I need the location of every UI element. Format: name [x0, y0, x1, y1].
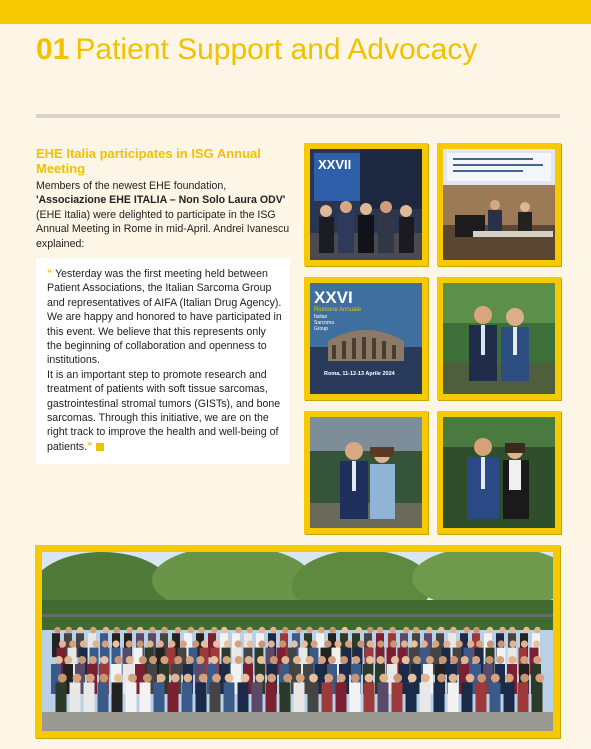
crowd-head: [352, 656, 360, 664]
crowd-head: [377, 656, 385, 664]
crowd-head: [403, 627, 409, 633]
crowd-head: [58, 674, 67, 683]
crowd-body: [280, 682, 291, 715]
crowd-head: [520, 656, 528, 664]
crowd-head: [291, 640, 298, 647]
crowd-head: [171, 674, 180, 683]
crowd-head: [340, 656, 348, 664]
crowd-head: [139, 656, 147, 664]
quote-open-mark: “: [47, 268, 53, 280]
crowd-head: [224, 640, 231, 647]
crowd-head: [342, 627, 348, 633]
intro-text-2: (EHE Italia) were delighted to participate in the ISG Annual Meeting in Rome in mid-April. Andrei Ivanescu explained:: [36, 208, 290, 250]
section-number: 01: [36, 33, 70, 66]
crowd-head: [413, 656, 421, 664]
crowd-body: [168, 682, 179, 715]
crowd-head: [180, 640, 187, 647]
crowd-head: [413, 627, 419, 633]
crowd-head: [92, 640, 99, 647]
crowd-head: [450, 656, 458, 664]
crowd-head: [367, 627, 373, 633]
crowd-body: [224, 682, 235, 715]
crowd-head: [311, 640, 318, 647]
crowd-head: [421, 674, 430, 683]
crowd-head: [235, 627, 241, 633]
crowd-head: [192, 640, 199, 647]
crowd-body: [252, 682, 263, 715]
crowd-head: [466, 674, 475, 683]
crowd-head: [146, 640, 153, 647]
crowd-head: [533, 656, 541, 664]
crowd-head: [330, 627, 336, 633]
crowd-head: [296, 674, 305, 683]
crowd-head: [318, 656, 326, 664]
crowd-head: [467, 640, 474, 647]
poster-line-2: Italian: [314, 314, 328, 320]
crowd-head: [103, 627, 109, 633]
crowd-head: [508, 656, 516, 664]
crowd-head: [520, 674, 529, 683]
crowd-body: [532, 682, 543, 715]
crowd-body: [266, 682, 277, 715]
crowd-head: [270, 656, 278, 664]
crowd-head: [456, 640, 463, 647]
crowd-head: [391, 656, 399, 664]
crowd-head: [377, 640, 384, 647]
article-column: [36, 146, 292, 251]
crowd-head: [473, 627, 479, 633]
crowd-head: [521, 640, 528, 647]
crowd-head: [196, 656, 204, 664]
crowd-head: [114, 627, 120, 633]
crowd-head: [241, 674, 250, 683]
quote-box: [36, 258, 290, 464]
crowd-head: [54, 627, 60, 633]
crowd-head: [270, 627, 276, 633]
crowd-head: [328, 656, 336, 664]
crowd-body: [364, 682, 375, 715]
crowd-head: [223, 656, 231, 664]
crowd-head: [257, 656, 265, 664]
crowd-head: [114, 674, 123, 683]
crowd-head: [186, 656, 194, 664]
crowd-head: [443, 640, 450, 647]
crowd-head: [306, 656, 314, 664]
crowd-body: [56, 682, 67, 715]
crowd-body: [70, 682, 81, 715]
crowd-head: [365, 674, 374, 683]
crowd-body: [448, 682, 459, 715]
crowd-head: [421, 640, 428, 647]
crowd-head: [66, 627, 72, 633]
crowd-body: [84, 682, 95, 715]
photo-panel-discussion: [437, 143, 561, 266]
crowd-head: [408, 674, 417, 683]
crowd-body: [294, 682, 305, 715]
crowd-body: [238, 682, 249, 715]
crowd-head: [487, 627, 493, 633]
crowd-head: [401, 640, 408, 647]
intro-org-name: 'Associazione EHE ITALIA – Non Solo Laura ODV': [36, 194, 286, 207]
photo-annual-meeting-group: [35, 545, 560, 738]
photo-panel-discussion-image: [443, 149, 555, 260]
photo-meeting-poster-image: [310, 283, 422, 394]
crowd-head: [157, 674, 166, 683]
crowd-head: [183, 674, 192, 683]
photo-man-and-woman: [304, 411, 428, 534]
crowd-head: [188, 627, 194, 633]
crowd-body: [406, 682, 417, 715]
crowd-head: [437, 674, 446, 683]
crowd-head: [282, 627, 288, 633]
crowd-head: [268, 640, 275, 647]
photo-two-men: [437, 277, 561, 400]
crowd-head: [168, 640, 175, 647]
crowd-head: [463, 627, 469, 633]
crowd-body: [462, 682, 473, 715]
photo-man-and-woman-sunlight-image: [443, 417, 555, 528]
crowd-head: [212, 674, 221, 683]
crowd-head: [449, 674, 458, 683]
quote-close-mark: ”: [87, 440, 93, 453]
crowd-body: [308, 682, 319, 715]
section-title-text: Patient Support and Advocacy: [75, 33, 478, 66]
crowd-body: [378, 682, 389, 715]
crowd-head: [301, 640, 308, 647]
crowd-head: [247, 627, 253, 633]
crowd-head: [491, 674, 500, 683]
crowd-head: [160, 656, 168, 664]
crowd-body: [154, 682, 165, 715]
crowd-head: [293, 656, 301, 664]
crowd-head: [259, 627, 265, 633]
crowd-body: [210, 682, 221, 715]
crowd-head: [86, 674, 95, 683]
crowd-head: [426, 627, 432, 633]
crowd-head: [210, 656, 218, 664]
crowd-head: [175, 627, 181, 633]
photo-man-and-woman-sunlight: [437, 411, 561, 534]
crowd-head: [255, 674, 264, 683]
photo-group-at-screen: [304, 143, 428, 266]
crowd-head: [279, 640, 286, 647]
section-divider: [36, 114, 560, 118]
crowd-body: [126, 682, 137, 715]
crowd-body: [476, 682, 487, 715]
crowd-head: [64, 656, 72, 664]
photo-annual-meeting-group-image: [42, 552, 553, 731]
crowd-head: [366, 656, 374, 664]
photo-meeting-poster: [304, 277, 428, 400]
crowd-head: [55, 656, 63, 664]
crowd-head: [112, 640, 119, 647]
crowd-body: [182, 682, 193, 715]
crowd-head: [523, 627, 529, 633]
crowd-head: [211, 627, 217, 633]
crowd-head: [509, 627, 515, 633]
crowd-head: [126, 627, 132, 633]
crowd-head: [351, 674, 360, 683]
crowd-head: [149, 627, 155, 633]
crowd-head: [309, 674, 318, 683]
crowd-head: [379, 674, 388, 683]
crowd-head: [472, 656, 480, 664]
crowd-head: [199, 674, 208, 683]
crowd-head: [281, 656, 289, 664]
crowd-head: [69, 640, 76, 647]
intro-text-1: Members of the newest EHE foundation,: [36, 180, 227, 192]
poster-roman: XXVI: [314, 288, 353, 307]
crowd-head: [149, 656, 157, 664]
crowd-head: [450, 627, 456, 633]
end-square-icon: [96, 443, 104, 451]
crowd-head: [337, 674, 346, 683]
crowd-head: [393, 674, 402, 683]
crowd-head: [126, 656, 134, 664]
crowd-head: [100, 656, 108, 664]
crowd-head: [497, 640, 504, 647]
crowd-head: [324, 674, 333, 683]
crowd-body: [140, 682, 151, 715]
crowd-head: [213, 640, 220, 647]
crowd-body: [420, 682, 431, 715]
crowd-head: [533, 640, 540, 647]
crowd-head: [235, 656, 243, 664]
crowd-body: [98, 682, 109, 715]
crowd-head: [306, 627, 312, 633]
crowd-head: [432, 640, 439, 647]
crowd-body: [518, 682, 529, 715]
screen-roman-numeral: XXVII: [318, 157, 352, 172]
crowd-head: [487, 640, 494, 647]
crowd-head: [461, 656, 469, 664]
crowd-head: [389, 627, 395, 633]
crowd-body: [112, 682, 123, 715]
crowd-head: [161, 627, 167, 633]
crowd-head: [102, 640, 109, 647]
crowd-head: [345, 640, 352, 647]
crowd-head: [477, 674, 486, 683]
crowd-head: [247, 640, 254, 647]
photo-two-men-image: [443, 283, 555, 394]
article-intro: [36, 179, 292, 251]
crowd-head: [283, 674, 292, 683]
crowd-head: [221, 627, 227, 633]
poster-date: Roma, 11-12-13 Aprile 2024: [324, 371, 395, 377]
crowd-head: [80, 640, 87, 647]
crowd-head: [426, 656, 434, 664]
crowd-head: [509, 640, 516, 647]
crowd-head: [59, 640, 66, 647]
crowd-body: [504, 682, 515, 715]
crowd-head: [126, 640, 133, 647]
crowd-head: [258, 640, 265, 647]
crowd-head: [357, 640, 364, 647]
crowd-head: [78, 656, 86, 664]
crowd-head: [356, 627, 362, 633]
crowd-head: [114, 656, 122, 664]
crowd-head: [438, 627, 444, 633]
crowd-head: [90, 627, 96, 633]
crowd-head: [377, 627, 383, 633]
crowd-head: [267, 674, 276, 683]
crowd-body: [196, 682, 207, 715]
crowd-head: [225, 674, 234, 683]
crowd-head: [143, 674, 152, 683]
crowd-body: [322, 682, 333, 715]
crowd-head: [235, 640, 242, 647]
photo-group-at-screen-image: [310, 149, 422, 260]
crowd-body: [490, 682, 501, 715]
crowd-head: [505, 674, 514, 683]
photo-man-and-woman-image: [310, 417, 422, 528]
crowd-body: [336, 682, 347, 715]
crowd-body: [392, 682, 403, 715]
article-heading: EHE Italia participates in ISG Annual Meeting: [36, 146, 261, 176]
quote-text: [47, 267, 283, 454]
top-accent-bar: [0, 0, 591, 24]
section-title: [36, 33, 477, 67]
quote-paragraph-1: Yesterday was the first meeting held between Patient Associations, the Italian Sarcoma Group and representatives of AIFA (Italian Drug Agency). We are happy and honored to have participated in this event. We believe that this represents only the beginning of collaboration and openness to institutions.: [47, 268, 282, 367]
crowd-body: [434, 682, 445, 715]
crowd-head: [334, 640, 341, 647]
crowd-head: [496, 656, 504, 664]
crowd-head: [99, 674, 108, 683]
crowd-head: [402, 656, 410, 664]
crowd-head: [439, 656, 447, 664]
crowd-head: [296, 627, 302, 633]
crowd-head: [367, 640, 374, 647]
crowd-head: [324, 640, 331, 647]
crowd-head: [77, 627, 83, 633]
crowd-head: [198, 627, 204, 633]
poster-line-3: Sarcoma: [314, 320, 335, 326]
crowd-head: [89, 656, 97, 664]
crowd-head: [157, 640, 164, 647]
crowd-head: [174, 656, 182, 664]
crowd-head: [128, 674, 137, 683]
crowd-head: [245, 656, 253, 664]
crowd-head: [499, 627, 505, 633]
crowd-head: [535, 674, 544, 683]
poster-line-4: Group: [314, 326, 328, 332]
crowd-head: [201, 640, 208, 647]
crowd-head: [73, 674, 82, 683]
crowd-head: [476, 640, 483, 647]
crowd-head: [137, 640, 144, 647]
poster-line-1: Riunione Annuale: [314, 307, 362, 313]
crowd-body: [350, 682, 361, 715]
crowd-head: [534, 627, 540, 633]
crowd-head: [486, 656, 494, 664]
crowd-head: [411, 640, 418, 647]
quote-paragraph-2: It is an important step to promote research and treatment of patients with soft tissue sarcomas, gastrointestinal stromal tumors (GISTs), and bone sarcomas. Through this initiative, we are on the right track to improve the health and well-being of patients.: [47, 368, 281, 453]
crowd-head: [390, 640, 397, 647]
crowd-head: [318, 627, 324, 633]
crowd-head: [137, 627, 143, 633]
